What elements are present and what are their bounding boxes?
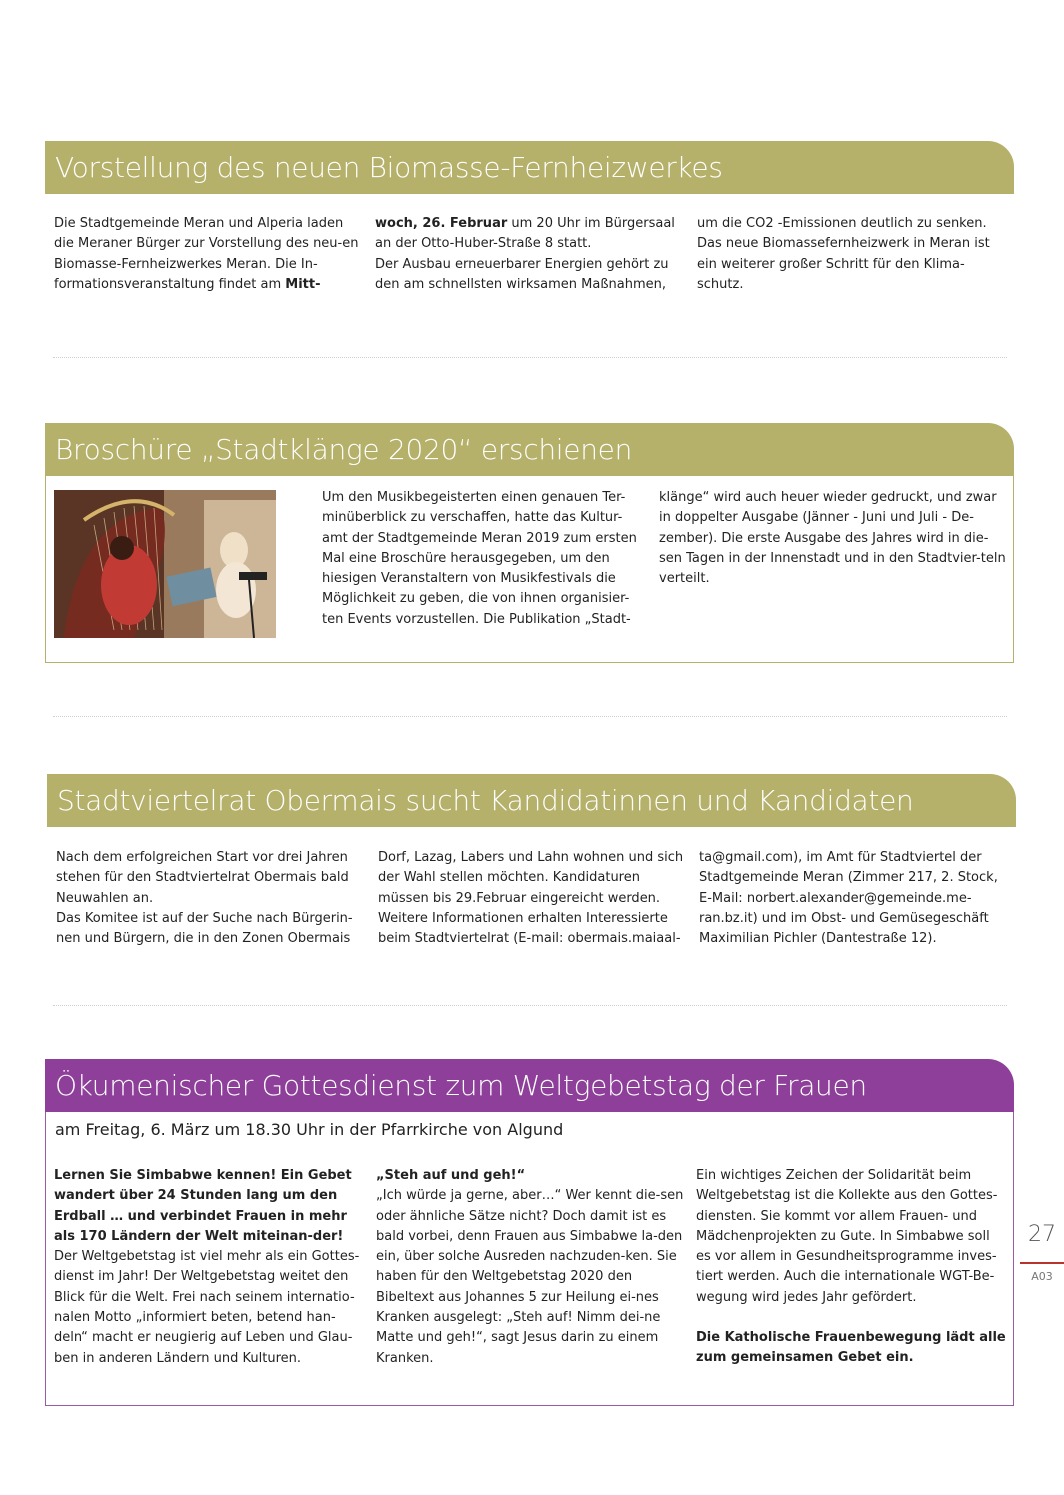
text: Die Stadtgemeinde Meran und Alperia laden die Meraner Bürger zur Vorstellung des neu-en Biomasse-Fernheizwerkes Meran. Die In-formationsveranstaltung findet am <box>54 216 359 292</box>
text: Dorf, Lazag, Labers und Lahn wohnen und sich der Wahl stellen möchten. Kandidaturen müssen bis 29.Februar eingereicht werden. Weitere Informationen erhalten Interessierte beim Stadtviertelrat (E-mail: obermais.maiaal- <box>378 850 684 947</box>
page-number: 27 <box>1028 1222 1056 1247</box>
column-1 <box>56 848 361 949</box>
column-2 <box>378 848 685 949</box>
column-1 <box>322 488 644 630</box>
bold-text: Die Katholische Frauenbewegung lädt alle zum gemeinsamen Gebet ein. <box>696 1330 1006 1366</box>
text: ta@gmail.com), im Amt für Stadtviertel der Stadtgemeinde Meran (Zimmer 217, 2. Stock, E-Mail: norbert.alexander@gemeinde.me-ran.bz.it) und im Obst- und Gemüsegeschäft Maximilian Pichler (Dantestraße 12). <box>699 850 998 947</box>
harp-photo <box>54 490 276 638</box>
article-title: Stadtviertelrat Obermais sucht Kandidatinnen und Kandidaten <box>47 774 1016 827</box>
article-box <box>45 476 1014 663</box>
divider <box>53 357 1007 358</box>
article-stadtklaenge <box>45 423 1014 663</box>
column-2 <box>659 488 1006 589</box>
article-title: Broschüre „Stadtklänge 2020“ erschienen <box>45 423 1014 476</box>
text: Der Weltgebetstag ist viel mehr als ein Gottes-dienst im Jahr! Der Weltgebetstag weitet den Blick für die Welt. Frei nach seinem internatio-nalen Motto „informiert beten, betend han-deln“ macht er neugierig auf Leben und Glau-ben in anderen Ländern und Kulturen. <box>54 1249 360 1366</box>
text: Das Komitee ist auf der Suche nach Bürgerin-nen und Bürgern, die in den Zonen Obermais <box>56 910 353 947</box>
article-box <box>45 1112 1014 1406</box>
bold-text: woch, 26. Februar <box>375 216 508 231</box>
page-code: A03 <box>1031 1270 1053 1283</box>
text: um die CO2 -Emissionen deutlich zu senken. Das neue Biomassefernheizwerk in Meran ist ein weiterer großer Schritt für den Klima-schutz. <box>697 216 990 292</box>
column-1 <box>54 214 359 295</box>
article-title: Vorstellung des neuen Biomasse-Fernheizwerkes <box>45 141 1014 194</box>
text: um 20 Uhr im Bürgersaal an der Otto-Huber-Straße 8 statt. <box>375 216 675 252</box>
column-3 <box>699 848 1007 949</box>
bold-text: Mitt- <box>285 276 321 292</box>
article-stadtviertelrat <box>47 774 1016 947</box>
bold-text: Lernen Sie Simbabwe kennen! Ein Gebet wandert über 24 Stunden lang um den Erdball … und verbindet Frauen in mehr als 170 Ländern der Welt miteinan-der! <box>54 1168 352 1244</box>
column-3 <box>696 1166 1006 1369</box>
text: Um den Musikbegeisterten einen genauen Ter-minüberblick zu verschaffen, hatte das Kultur-amt der Stadtgemeinde Meran 2019 zum ersten Mal eine Broschüre herausgegeben, um den hiesigen Veranstaltern von Musikfestivals die Möglichkeit zu geben, die von ihnen organisier-ten Events vorzustellen. Die Publikation „Stadt- <box>322 490 637 627</box>
text: „Ich würde ja gerne, aber…“ Wer kennt die-sen oder ähnliche Sätze nicht? Doch damit ist es bald vorbei, denn Frauen aus Simbabwe la-den ein, über solche Ausreden nachzuden-ken. Sie haben für den Weltgebetstag 2020 den Bibeltext aus Johannes 5 zur Heilung ei-nes Kranken ausgelegt: „Steh auf! Nimm dei-ne Matte und geh!“, sagt Jesus darin zu einem Kranken. <box>376 1188 684 1366</box>
column-2 <box>376 1166 684 1369</box>
text: Ein wichtiges Zeichen der Solidarität beim Weltgebetstag ist die Kollekte aus den Gottes-diensten. Sie kommt vor allem Frauen- und Mädchenprojekten zu Gute. In Simbabwe soll es vor allem in Gesundheitsprogramme inves-tiert werden. Auch die internationale WGT-Be-wegung wird jedes Jahr gefördert. <box>696 1168 998 1305</box>
column-3 <box>697 214 1003 295</box>
article-title: Ökumenischer Gottesdienst zum Weltgebetstag der Frauen <box>45 1059 1014 1112</box>
harp-image <box>54 490 276 638</box>
text: Der Ausbau erneuerbarer Energien gehört zu den am schnellsten wirksamen Maßnahmen, <box>375 256 669 292</box>
text: Nach dem erfolgreichen Start vor drei Jahren stehen für den Stadtviertelrat Obermais bald Neuwahlen an. <box>56 850 349 906</box>
article-subtitle: am Freitag, 6. März um 18.30 Uhr in der Pfarrkirche von Algund <box>55 1120 564 1139</box>
article-weltgebetstag <box>45 1059 1014 1406</box>
column-1 <box>54 1166 364 1369</box>
divider <box>53 1005 1007 1006</box>
bold-text: „Steh auf und geh!“ <box>376 1168 526 1183</box>
column-2 <box>375 214 681 295</box>
article-biomasse <box>45 141 1014 292</box>
page-number-bar <box>1020 1262 1064 1264</box>
divider <box>53 716 1007 717</box>
text: klänge“ wird auch heuer wieder gedruckt, und zwar in doppelter Ausgabe (Jänner - Juni und Juli - De-zember). Die erste Ausgabe des Jahres wird in die-sen Tagen in der Innenstadt und in den Stadtvier-teln verteilt. <box>659 490 1006 587</box>
